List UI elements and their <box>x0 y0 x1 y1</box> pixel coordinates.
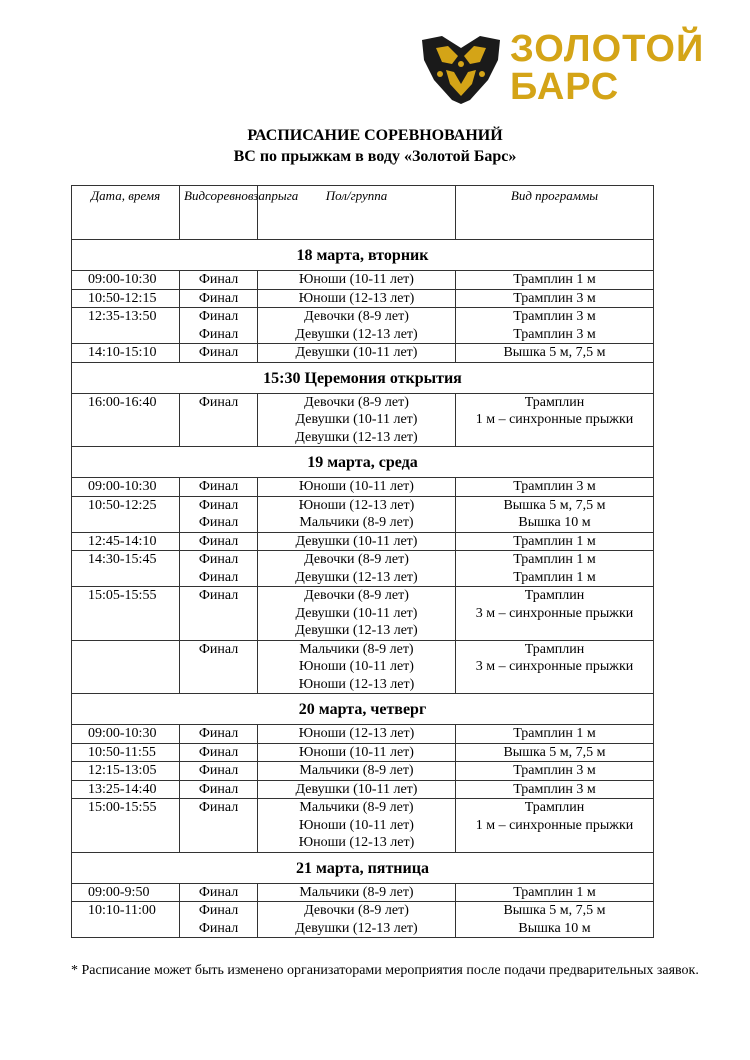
program-cell-line: 1 м – синхронные прыжки <box>475 412 634 427</box>
type-cell-line: Финал <box>198 588 239 603</box>
group-cell-line: Девушки (12-13 лет) <box>295 326 418 342</box>
type-cell <box>180 640 258 694</box>
brand-logo <box>418 30 718 110</box>
group-cell-line: Мальчики (8-9 лет) <box>299 763 414 778</box>
group-cell-line: Девушки (12-13 лет) <box>295 920 418 936</box>
group-cell-line: Девочки (8-9 лет) <box>304 309 409 324</box>
program-cell-line: Вышка 5 м, 7,5 м <box>503 345 606 360</box>
type-cell <box>180 496 258 532</box>
logo-text-line2: БАРС <box>510 66 620 108</box>
day-header: 18 марта, вторник <box>72 240 654 271</box>
group-cell <box>258 289 456 308</box>
program-cell-line: Трамплин 1 м <box>513 569 596 585</box>
table-row <box>72 308 654 344</box>
type-cell <box>180 344 258 363</box>
program-cell <box>456 799 654 853</box>
group-cell-line: Девочки (8-9 лет) <box>304 552 409 567</box>
program-cell-line: Трамплин 1 м <box>513 726 596 741</box>
type-cell-line: Финал <box>198 884 239 900</box>
program-cell-line: Трамплин <box>524 800 585 815</box>
table-row <box>72 799 654 853</box>
day-header-row <box>72 852 654 883</box>
program-cell-line: Трамплин 1 м <box>513 552 596 567</box>
group-cell-line: Юноши (12-13 лет) <box>298 290 415 306</box>
type-cell-line: Финал <box>198 781 239 797</box>
group-cell-line: Мальчики (8-9 лет) <box>299 641 414 657</box>
time-cell: 13:25-14:40 <box>72 780 180 799</box>
type-cell-line: Финал <box>198 641 239 657</box>
program-cell <box>456 725 654 744</box>
time-cell: 10:50-12:15 <box>72 289 180 308</box>
table-row <box>72 271 654 290</box>
group-cell <box>258 271 456 290</box>
header-competition-type: Видсоревновзапрыга <box>180 186 258 240</box>
group-cell <box>258 551 456 587</box>
type-cell-line: Финал <box>198 497 239 513</box>
group-cell-line: Юноши (10-11 лет) <box>299 272 414 287</box>
program-cell-line: 3 м – синхронные прыжки <box>475 605 634 621</box>
table-row <box>72 532 654 551</box>
schedule-table <box>71 185 654 938</box>
program-cell-line: Трамплин 3 м <box>513 326 596 342</box>
program-cell-line: Трамплин 1 м <box>513 533 596 549</box>
program-cell-line: Трамплин <box>524 641 585 657</box>
program-cell <box>456 496 654 532</box>
program-cell <box>456 587 654 641</box>
program-cell-line: Вышка 10 м <box>518 920 591 936</box>
program-cell-line: Трамплин 1 м <box>513 272 596 287</box>
program-cell <box>456 743 654 762</box>
type-cell-line: Финал <box>198 515 239 530</box>
type-cell-line: Финал <box>198 345 239 360</box>
header-date-time: Дата, время <box>72 186 180 240</box>
day-header-row <box>72 447 654 478</box>
program-cell <box>456 393 654 447</box>
type-cell <box>180 743 258 762</box>
leopard-head-icon <box>418 34 504 104</box>
group-cell <box>258 496 456 532</box>
program-cell-line: Вышка 5 м, 7,5 м <box>503 744 606 760</box>
time-cell: 14:10-15:10 <box>72 344 180 363</box>
day-header: 21 марта, пятница <box>72 852 654 883</box>
type-cell-line: Финал <box>198 744 239 760</box>
table-row <box>72 478 654 497</box>
program-cell <box>456 344 654 363</box>
type-cell-line: Финал <box>198 569 239 585</box>
table-row <box>72 393 654 447</box>
type-cell-line: Финал <box>198 394 239 410</box>
type-cell-line: Финал <box>198 479 239 494</box>
page-title <box>0 125 750 167</box>
type-cell-line: Финал <box>198 903 239 918</box>
time-cell: 10:50-11:55 <box>72 743 180 762</box>
program-cell-line: 1 м – синхронные прыжки <box>475 817 634 833</box>
type-cell <box>180 271 258 290</box>
type-cell-line: Финал <box>198 272 239 287</box>
group-cell-line: Юноши (10-11 лет) <box>299 817 414 833</box>
title-line1: РАСПИСАНИЕ СОРЕВНОВАНИЙ <box>247 127 503 144</box>
time-cell: 15:05-15:55 <box>72 587 180 641</box>
program-cell-line: Вышка 5 м, 7,5 м <box>503 497 606 513</box>
type-cell <box>180 551 258 587</box>
type-cell <box>180 902 258 938</box>
group-cell-line: Юноши (10-11 лет) <box>299 659 414 674</box>
type-cell-line: Финал <box>198 763 239 778</box>
type-cell-line: Финал <box>198 552 239 567</box>
table-header-row <box>72 186 654 240</box>
time-cell: 09:00-9:50 <box>72 883 180 902</box>
group-cell <box>258 902 456 938</box>
time-cell: 12:15-13:05 <box>72 762 180 781</box>
time-cell: 12:45-14:10 <box>72 532 180 551</box>
group-cell-line: Юноши (10-11 лет) <box>299 479 414 494</box>
group-cell <box>258 743 456 762</box>
program-cell-line: Трамплин 3 м <box>513 781 596 797</box>
group-cell-line: Девочки (8-9 лет) <box>304 903 409 918</box>
program-cell-line: Трамплин 3 м <box>513 763 596 778</box>
group-cell <box>258 532 456 551</box>
group-cell-line: Девушки (12-13 лет) <box>295 623 418 638</box>
table-row <box>72 496 654 532</box>
type-cell <box>180 883 258 902</box>
program-cell <box>456 532 654 551</box>
group-cell <box>258 344 456 363</box>
type-cell <box>180 780 258 799</box>
type-cell <box>180 799 258 853</box>
group-cell-line: Юноши (12-13 лет) <box>298 676 415 692</box>
type-cell <box>180 308 258 344</box>
program-cell <box>456 883 654 902</box>
type-cell <box>180 289 258 308</box>
table-row <box>72 587 654 641</box>
group-cell <box>258 308 456 344</box>
group-cell-line: Юноши (12-13 лет) <box>298 835 415 850</box>
group-cell <box>258 883 456 902</box>
time-cell: 09:00-10:30 <box>72 725 180 744</box>
type-cell <box>180 532 258 551</box>
logo-text-line1: ЗОЛОТОЙ <box>510 28 705 70</box>
group-cell-line: Девушки (10-11 лет) <box>295 345 418 360</box>
type-cell-line: Финал <box>198 309 239 324</box>
day-header-row <box>72 694 654 725</box>
program-cell <box>456 902 654 938</box>
title-line2: ВС по прыжкам в воду «Золотой Барс» <box>233 148 517 165</box>
program-cell <box>456 289 654 308</box>
group-cell <box>258 587 456 641</box>
type-cell-line: Финал <box>198 726 239 741</box>
type-cell <box>180 478 258 497</box>
program-cell-line: Трамплин <box>524 588 585 603</box>
day-header-row <box>72 240 654 271</box>
group-cell-line: Девушки (12-13 лет) <box>295 429 418 445</box>
table-row <box>72 289 654 308</box>
group-cell-line: Мальчики (8-9 лет) <box>299 884 414 900</box>
day-header-row <box>72 362 654 393</box>
type-cell-line: Финал <box>198 533 239 549</box>
table-row <box>72 780 654 799</box>
table-row <box>72 725 654 744</box>
type-cell-line: Финал <box>198 326 239 342</box>
type-cell-line: Финал <box>198 800 239 815</box>
group-cell <box>258 640 456 694</box>
group-cell-line: Девушки (10-11 лет) <box>295 533 418 549</box>
time-cell: 10:10-11:00 <box>72 902 180 938</box>
time-cell: 10:50-12:25 <box>72 496 180 532</box>
day-header: 20 марта, четверг <box>72 694 654 725</box>
group-cell <box>258 393 456 447</box>
group-cell <box>258 780 456 799</box>
group-cell-line: Девушки (10-11 лет) <box>295 605 418 621</box>
group-cell-line: Юноши (10-11 лет) <box>299 744 414 760</box>
program-cell-line: 3 м – синхронные прыжки <box>475 659 634 674</box>
time-cell: 09:00-10:30 <box>72 271 180 290</box>
type-cell <box>180 393 258 447</box>
time-cell: 15:00-15:55 <box>72 799 180 853</box>
group-cell-line: Девочки (8-9 лет) <box>304 394 409 410</box>
group-cell-line: Девушки (12-13 лет) <box>295 569 418 585</box>
day-header: 15:30 Церемония открытия <box>72 362 654 393</box>
time-cell: 14:30-15:45 <box>72 551 180 587</box>
program-cell-line: Вышка 5 м, 7,5 м <box>503 903 606 918</box>
table-row <box>72 902 654 938</box>
program-cell <box>456 308 654 344</box>
program-cell-line: Трамплин 3 м <box>513 309 596 324</box>
type-cell <box>180 587 258 641</box>
time-cell: 16:00-16:40 <box>72 393 180 447</box>
group-cell <box>258 762 456 781</box>
table-row <box>72 640 654 694</box>
group-cell-line: Девушки (10-11 лет) <box>295 412 418 427</box>
time-cell: 09:00-10:30 <box>72 478 180 497</box>
program-cell <box>456 780 654 799</box>
program-cell <box>456 478 654 497</box>
program-cell <box>456 551 654 587</box>
group-cell <box>258 478 456 497</box>
type-cell-line: Финал <box>198 920 239 936</box>
program-cell-line: Трамплин 3 м <box>513 290 596 306</box>
table-row <box>72 743 654 762</box>
header-program-type: Вид программы <box>456 186 654 240</box>
program-cell-line: Вышка 10 м <box>518 515 591 530</box>
time-cell <box>72 640 180 694</box>
group-cell <box>258 799 456 853</box>
group-cell-line: Юноши (12-13 лет) <box>298 497 415 513</box>
group-cell <box>258 725 456 744</box>
group-cell-line: Мальчики (8-9 лет) <box>299 515 414 530</box>
group-cell-line: Девочки (8-9 лет) <box>304 588 409 603</box>
program-cell-line: Трамплин 1 м <box>513 884 596 900</box>
time-cell: 12:35-13:50 <box>72 308 180 344</box>
program-cell <box>456 271 654 290</box>
group-cell-line: Юноши (12-13 лет) <box>298 726 415 741</box>
program-cell <box>456 762 654 781</box>
type-cell <box>180 725 258 744</box>
header-gender-group: Пол/группа <box>258 186 456 240</box>
program-cell <box>456 640 654 694</box>
table-row <box>72 551 654 587</box>
table-row <box>72 762 654 781</box>
group-cell-line: Девушки (10-11 лет) <box>295 781 418 797</box>
day-header: 19 марта, среда <box>72 447 654 478</box>
table-row <box>72 883 654 902</box>
footnote: * Расписание может быть изменено организаторами мероприятия после подачи предварительных заявок. <box>71 963 699 978</box>
table-row <box>72 344 654 363</box>
type-cell <box>180 762 258 781</box>
program-cell-line: Трамплин <box>524 394 585 410</box>
group-cell-line: Мальчики (8-9 лет) <box>299 800 414 815</box>
type-cell-line: Финал <box>198 290 239 306</box>
program-cell-line: Трамплин 3 м <box>513 479 596 494</box>
